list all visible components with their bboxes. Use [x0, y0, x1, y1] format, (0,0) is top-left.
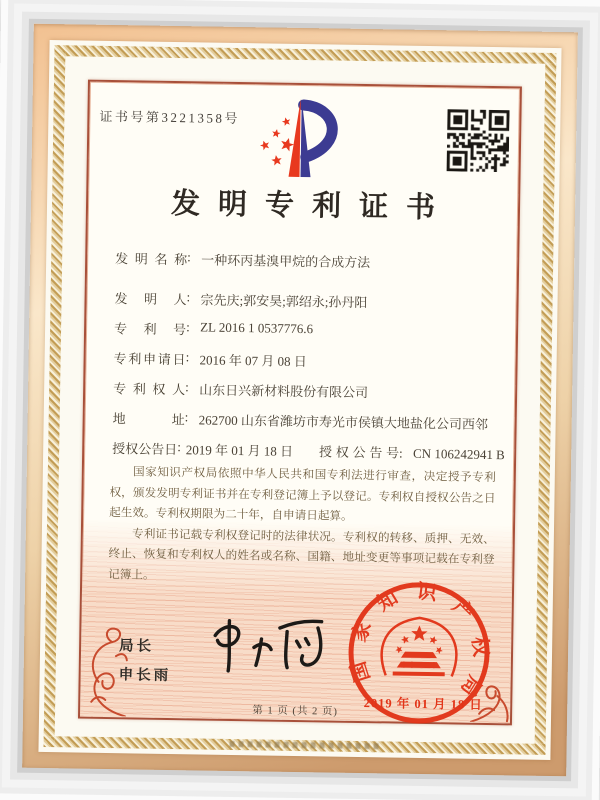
- field-label: 专利申请日: [113, 351, 186, 368]
- field-value: 262700 山东省潍坊市寿光市侯镇大地盐化公司西邻: [198, 412, 489, 432]
- field-value: CN 106242941 B: [412, 445, 505, 463]
- national-emblem-icon: [381, 617, 457, 676]
- field-label: 授权公告日: [112, 441, 178, 458]
- svg-text:国家知识产权局: [345, 579, 493, 701]
- seal-date: 2019 年 01 月 18 日: [363, 696, 483, 712]
- field-row: 地址 : 262700 山东省潍坊市寿光市侯镇大地盐化公司西邻: [112, 409, 489, 432]
- field-row: 专利申请日 : 2016 年 07 月 08 日: [113, 349, 307, 370]
- field-pair-2: 授权公告号: CN 106242941 B: [319, 441, 505, 463]
- field-label: 地址: [112, 411, 185, 428]
- legal-paragraph: 专利证书记载专利权登记时的法律状况。专利权的转移、质押、无效、终止、恢复和专利权人的姓名或名称、国籍、地址变更等事项记载在专利登记簿上。: [108, 527, 495, 582]
- legal-paragraph: 国家知识产权局依照中华人民共和国专利法进行审查，决定授予专利权，颁发发明专利证书并在专利登记簿上予以登记。专利权自授权公告之日起生效。专利权期限为二十年，自申请日起算。: [109, 465, 496, 524]
- legal-text: [108, 462, 496, 592]
- qr-code: [447, 109, 510, 172]
- field-label: 专利号: [113, 321, 187, 338]
- field-row: 发明名称 : 一种环丙基溴甲烷的合成方法: [115, 249, 371, 271]
- field-label: 专利权人: [113, 381, 186, 398]
- director-title: 局长: [118, 638, 155, 655]
- seal-text: 国家知识产权局: [347, 580, 492, 700]
- field-value: 2016 年 07 月 08 日: [199, 352, 307, 370]
- page-indicator: 第 1 页 (共 2 页): [252, 705, 339, 718]
- field-value: 宗先庆;郭安昊;郭绍永;孙丹阳: [200, 292, 368, 311]
- field-value: ZL 2016 1 0537776.6: [200, 319, 314, 337]
- director-block: [118, 632, 171, 691]
- field-value: 山东日兴新材料股份有限公司: [199, 382, 369, 401]
- certificate-title: 发明专利证书: [170, 187, 454, 225]
- director-signature: [206, 604, 333, 696]
- field-row: 发明人 : 宗先庆;郭安昊;郭绍永;孙丹阳: [114, 289, 368, 311]
- field-label: 发明人: [114, 291, 187, 308]
- director-name: 申长雨: [118, 667, 172, 685]
- field-value: 一种环丙基溴甲烷的合成方法: [201, 252, 371, 271]
- field-value: 2019 年 01 月 18 日: [185, 442, 294, 459]
- field-label: 授权公告号: [318, 444, 400, 461]
- field-row: 专利权人 : 山东日兴新材料股份有限公司: [113, 379, 369, 401]
- field-list: [112, 248, 505, 474]
- field-row: 专利号 : ZL 2016 1 0537776.6: [113, 319, 314, 338]
- field-label: 发明名称: [115, 251, 188, 268]
- field-row: 授权公告日 : 2019 年 01 月 18 日 授权公告号: CN 106242941 B: [112, 439, 505, 463]
- certificate-number: 证书号第3221358号: [99, 108, 241, 127]
- certificate-page: [78, 80, 522, 726]
- cnipa-logo-icon: [248, 92, 349, 186]
